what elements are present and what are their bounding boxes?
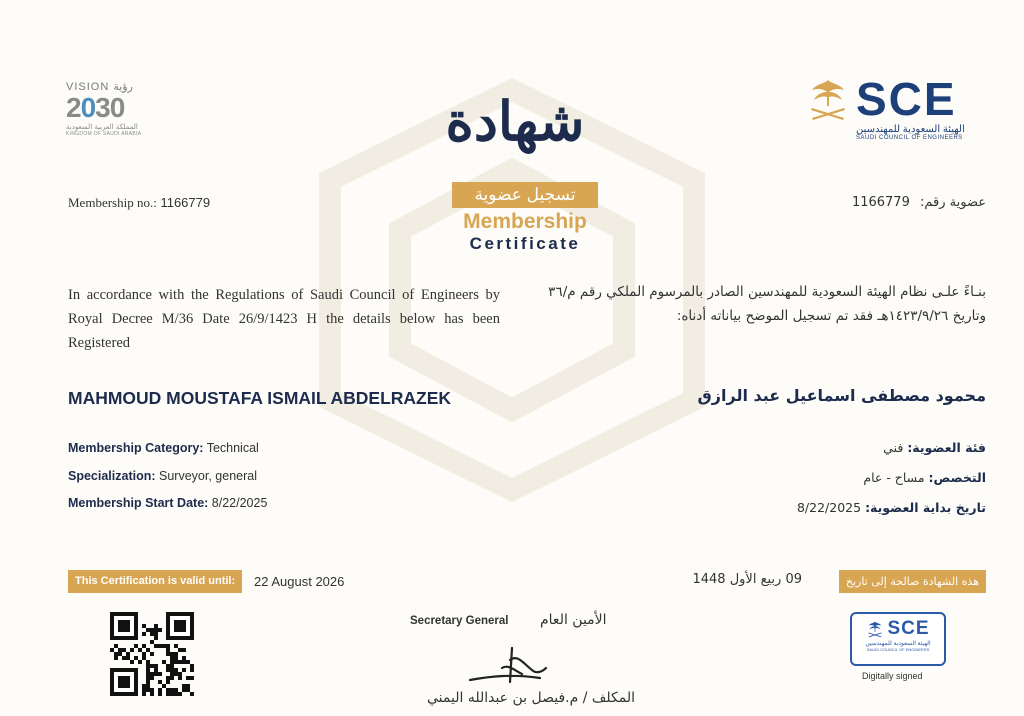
sce-logo-mark: SCE xyxy=(856,73,957,125)
detail-category-ar xyxy=(883,440,986,455)
vision-2030-logo xyxy=(66,80,176,150)
stamp-english: SAUDI COUNCIL OF ENGINEERS xyxy=(866,647,930,652)
title-membership: Membership xyxy=(463,210,587,233)
detail-label: Membership Start Date: xyxy=(68,496,209,510)
sce-logo xyxy=(806,73,992,156)
detail-label-ar: التخصص: xyxy=(928,470,986,485)
registration-badge-arabic: تسجيل عضوية xyxy=(452,182,598,208)
detail-label: Membership Category: xyxy=(68,441,204,455)
detail-label: Specialization: xyxy=(68,469,156,483)
validity-date-ar: 09 ربيع الأول 1448 xyxy=(692,572,802,587)
vision-logo-year: 2030 xyxy=(66,92,125,123)
sce-logo-english: SAUDI COUNCIL OF ENGINEERS xyxy=(856,135,963,141)
vision-logo-arabic: المملكة العربية السعودية xyxy=(66,123,138,131)
palm-swords-icon xyxy=(866,620,884,638)
sce-digital-stamp xyxy=(850,612,946,666)
stamp-mark: SCE xyxy=(887,618,930,639)
membership-number-value: 1166779 xyxy=(160,195,211,210)
stamp-arabic: الهيئة السعودية للمهندسين xyxy=(865,641,931,647)
certificate-title-arabic xyxy=(430,78,600,178)
member-name-en: MAHMOUD MOUSTAFA ISMAIL ABDELRAZEK xyxy=(68,388,452,408)
verification-qr-code[interactable] xyxy=(110,612,194,696)
detail-value: Surveyor, general xyxy=(159,469,257,483)
detail-value-ar: فني xyxy=(883,440,904,455)
membership-number-label-ar: عضوية رقم: xyxy=(920,195,986,210)
detail-value: Technical xyxy=(206,441,259,455)
detail-start-date-ar xyxy=(797,500,986,515)
detail-specialization-en xyxy=(68,469,257,483)
detail-label-ar: تاريخ بداية العضوية: xyxy=(865,500,986,515)
signer-name: المكلف / م.فيصل بن عبدالله اليمني xyxy=(427,690,635,706)
detail-specialization-ar xyxy=(863,470,986,485)
membership-number-en xyxy=(68,195,210,211)
validity-label-ar: هذه الشهادة صالحة إلى تاريخ xyxy=(839,570,986,593)
vision-logo-english: KINGDOM OF SAUDI ARABIA xyxy=(66,131,142,137)
digitally-signed-caption: Digitally signed xyxy=(862,671,923,681)
detail-value-ar: 8/22/2025 xyxy=(796,500,862,515)
detail-value: 8/22/2025 xyxy=(211,496,268,510)
member-name-ar: محمود مصطفى اسماعيل عبد الرازق xyxy=(697,386,986,405)
detail-start-date-en xyxy=(68,496,267,510)
regulation-paragraph-ar: بنـاءً علـى نظام الهيئة السعودية للمهندسين الصادر بالمرسوم الملكي رقم م/٣٦ وتاريخ ١٤٢٣/٩/٢٦هـ فقد تم تسجيل الموضح بياناته أدناه: xyxy=(548,284,986,324)
handwritten-signature xyxy=(462,640,562,690)
calligraphy-text: شهادة xyxy=(445,89,585,153)
validity-label-en: This Certification is valid until: xyxy=(68,570,242,593)
detail-value-ar: مساح - عام xyxy=(863,470,925,485)
membership-number-label: Membership no.: xyxy=(68,195,157,210)
detail-category-en xyxy=(68,441,259,455)
vision-logo-top: VISION رؤية xyxy=(66,81,133,93)
detail-label-ar: فئة العضوية: xyxy=(907,440,986,455)
secretary-general-title-ar: الأمين العام xyxy=(540,612,607,628)
palm-swords-icon xyxy=(806,76,850,122)
regulation-paragraph-en: In accordance with the Regulations of Saudi Council of Engineers by Royal Decree M/36 Date 26/9/1423 H the details below has been Registered xyxy=(68,287,500,351)
membership-number-value-ar: 1166779 xyxy=(851,195,910,210)
sce-logo-arabic: الهيئة السعودية للمهندسين xyxy=(856,124,965,135)
secretary-general-title-en: Secretary General xyxy=(410,615,509,627)
title-certificate: Certificate xyxy=(469,234,581,253)
membership-number-ar xyxy=(852,195,986,210)
validity-date-en: 22 August 2026 xyxy=(254,574,345,589)
